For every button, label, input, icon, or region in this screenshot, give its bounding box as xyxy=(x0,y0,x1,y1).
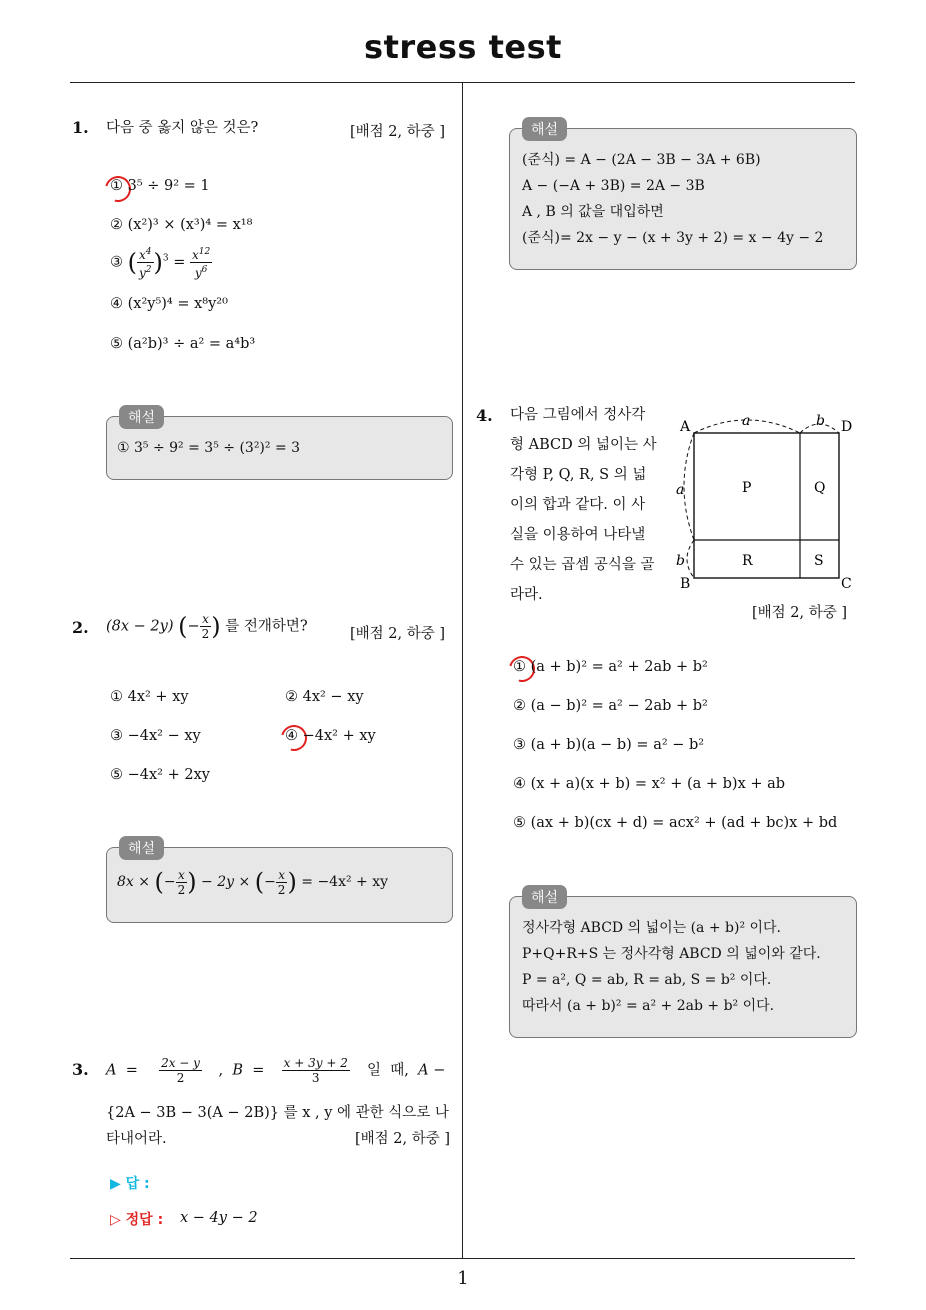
brace-a-left xyxy=(684,433,694,540)
paren-icon: ) xyxy=(153,248,163,277)
q1-option-3-label: ③ xyxy=(110,254,123,271)
q4-text-line: 각형 P, Q, R, S 의 넓 xyxy=(510,467,647,483)
q2-option-4[interactable]: ④ −4x² + xy xyxy=(285,728,376,744)
fraction-glyph: $\frac{x}{2}$ xyxy=(201,612,210,641)
q3-line-3: 타내어라. xyxy=(106,1131,167,1147)
fraction-glyph: $\frac{x + 3y + 2}{3}$ xyxy=(283,1056,348,1085)
q2-solution-result: = −4x² + xy xyxy=(301,874,389,890)
q3-solution-line-2: A − (−A + 3B) = 2A − 3B xyxy=(522,178,705,194)
label-a-top: a xyxy=(742,413,751,429)
q1-solution-tag: 해설 xyxy=(119,405,164,429)
q3-meta: [배점 2, 하중 ] xyxy=(355,1131,451,1147)
column-divider xyxy=(462,83,463,1258)
region-q: Q xyxy=(814,480,826,496)
label-b-left: b xyxy=(676,553,685,569)
vertex-c: C xyxy=(841,576,852,592)
paren-icon: ) xyxy=(287,868,297,896)
q4-option-2[interactable]: ② (a − b)² = a² − 2ab + b² xyxy=(513,698,708,714)
q4-square-figure xyxy=(668,405,858,595)
page-number: 1 xyxy=(457,1268,469,1289)
q1-solution-text: ① 3⁵ ÷ 9² = 3⁵ ÷ (3²)² = 3 xyxy=(117,440,301,456)
q4-text-line: 실을 이용하여 나타낼 xyxy=(510,527,646,543)
q4-option-3[interactable]: ③ (a + b)(a − b) = a² − b² xyxy=(513,737,705,753)
q4-text-line: 수 있는 곱셈 공식을 골 xyxy=(510,557,655,573)
q4-solution-tag: 해설 xyxy=(522,885,567,909)
q1-option-3[interactable]: ③ ( $\frac{x^4}{y^2}$ )$^3$ = $\frac{x^{12}}{y^6}$ xyxy=(110,247,211,280)
q2-option-3[interactable]: ③ −4x² − xy xyxy=(110,728,201,744)
q4-text-line: 이의 합과 같다. 이 사 xyxy=(510,497,646,513)
fraction-glyph: $\frac{2x - y}{2}$ xyxy=(161,1056,200,1085)
q3-correct-label: ▷ 정답 : xyxy=(110,1212,164,1228)
q1-option-1[interactable]: ① 3⁵ ÷ 9² = 1 xyxy=(110,178,210,194)
q4-solution-line-3: P = a², Q = ab, R = ab, S = b² 이다. xyxy=(522,972,772,988)
q3-number: 3. xyxy=(72,1060,89,1079)
vertex-a: A xyxy=(680,419,691,435)
q1-option-4[interactable]: ④ (x²y⁵)⁴ = x⁸y²⁰ xyxy=(110,296,228,312)
paren-icon: ( xyxy=(178,612,188,641)
paren-icon: ) xyxy=(187,868,197,896)
q3-solution-box xyxy=(509,128,857,270)
fraction-glyph: $\frac{x}{2}$ xyxy=(177,867,186,897)
q4-meta: [배점 2, 하중 ] xyxy=(752,605,848,621)
q4-solution-box xyxy=(509,896,857,1038)
q4-option-1[interactable]: ① (a + b)² = a² + 2ab + b² xyxy=(513,659,708,675)
q2-text-suffix: 를 전개하면? xyxy=(225,618,308,635)
fraction-glyph: $\frac{x^4}{y^2}$ xyxy=(138,247,152,280)
q1-number: 1. xyxy=(72,118,89,137)
bottom-rule xyxy=(70,1258,855,1259)
q1-option-2[interactable]: ② (x²)³ × (x³)⁴ = x¹⁸ xyxy=(110,217,253,233)
q4-text-line: 형 ABCD 의 넓이는 사 xyxy=(510,437,657,453)
q2-option-2[interactable]: ② 4x² − xy xyxy=(285,689,364,705)
q4-solution-line-2: P+Q+R+S 는 정사각형 ABCD 의 넓이와 같다. xyxy=(522,946,821,962)
q1-meta: [배점 2, 하중 ] xyxy=(350,124,446,140)
paren-icon: ( xyxy=(127,248,137,277)
q3-solution-line-1: (준식) = A − (2A − 3B − 3A + 6B) xyxy=(522,152,761,168)
fraction-glyph: $\frac{x}{2}$ xyxy=(277,867,286,897)
document-title: stress test xyxy=(364,28,562,66)
paren-icon: ) xyxy=(211,612,221,641)
q4-text-line: 라라. xyxy=(510,587,543,603)
q3-solution-tag: 해설 xyxy=(522,117,567,141)
vertex-d: D xyxy=(841,419,853,435)
q2-text: (8x − 2y) (− $\frac{x}{2}$ ) 를 전개하면? xyxy=(106,612,308,641)
q3-line-1: A = $\frac{2x - y}{2}$ , B = $\frac{x + 3y + 2}{3}$ 일 때, A − xyxy=(106,1056,446,1085)
paren-icon: ( xyxy=(154,868,164,896)
q2-option-5[interactable]: ⑤ −4x² + 2xy xyxy=(110,767,210,783)
q2-solution-tag: 해설 xyxy=(119,836,164,860)
q4-text xyxy=(510,400,660,610)
region-s: S xyxy=(814,553,824,569)
q4-option-4[interactable]: ④ (x + a)(x + b) = x² + (a + b)x + ab xyxy=(513,776,786,792)
q4-solution-line-4: 따라서 (a + b)² = a² + 2ab + b² 이다. xyxy=(522,998,775,1014)
paren-icon: ( xyxy=(254,868,265,896)
q3-solution-line-3: A , B 의 값을 대입하면 xyxy=(522,204,664,220)
q1-option-5[interactable]: ⑤ (a²b)³ ÷ a² = a⁴b³ xyxy=(110,336,256,352)
q3-solution-line-4: (준식)= 2x − y − (x + 3y + 2) = x − 4y − 2 xyxy=(522,230,824,246)
q4-text-line: 다음 그림에서 정사각 xyxy=(510,407,646,423)
q2-option-1[interactable]: ① 4x² + xy xyxy=(110,689,189,705)
q4-solution-line-1: 정사각형 ABCD 의 넓이는 (a + b)² 이다. xyxy=(522,920,782,936)
q2-solution-text: 8x × (− $\frac{x}{2}$ ) − 2y × (− $\frac{x}{2}$ ) = −4x² + xy xyxy=(117,867,389,897)
region-p: P xyxy=(742,480,752,496)
q2-number: 2. xyxy=(72,618,89,637)
q3-answer-label[interactable]: ▶ 답 : xyxy=(110,1176,150,1192)
q3-line-2: {2A − 3B − 3(A − 2B)} 를 x , y 에 관한 식으로 나 xyxy=(106,1105,449,1121)
q1-text: 다음 중 옳지 않은 것은? xyxy=(106,120,259,136)
q4-number: 4. xyxy=(476,406,493,425)
label-b-top: b xyxy=(816,413,825,429)
brace-b-left xyxy=(687,540,694,578)
q2-meta: [배점 2, 하중 ] xyxy=(350,626,446,642)
vertex-b: B xyxy=(680,576,691,592)
fraction-glyph: $\frac{x^{12}}{y^6}$ xyxy=(191,247,211,280)
label-a-left: a xyxy=(676,482,685,498)
q3-correct-value: x − 4y − 2 xyxy=(180,1210,258,1226)
q4-option-5[interactable]: ⑤ (ax + b)(cx + d) = acx² + (ad + bc)x + bd xyxy=(513,815,838,831)
region-r: R xyxy=(742,553,753,569)
